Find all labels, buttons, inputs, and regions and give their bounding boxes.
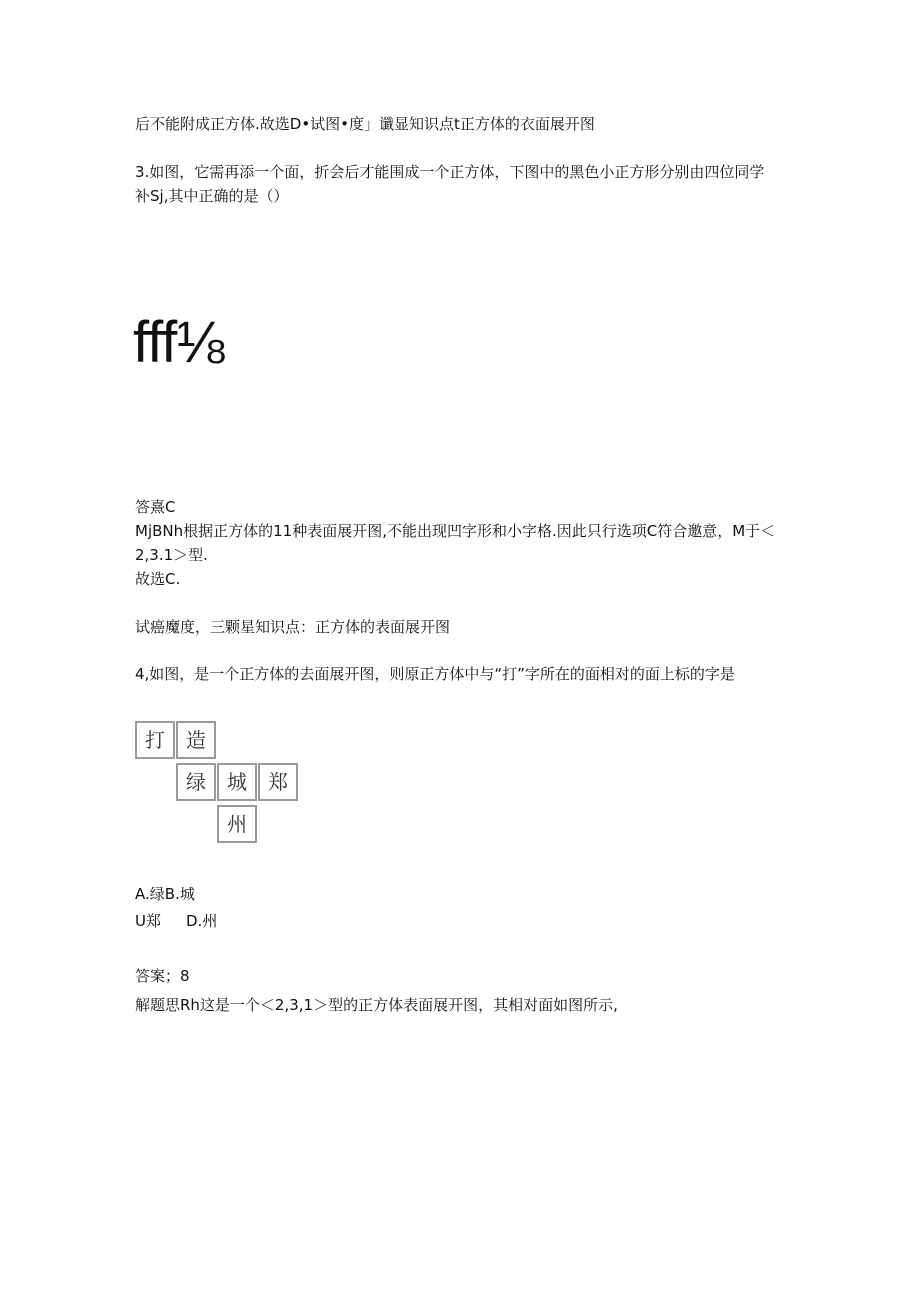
- explanation-4: 解题思Rh这是一个＜2,3,1＞型的正方体表面展开图，其相对面如图所示,: [135, 996, 618, 1014]
- net-cell: 郑: [258, 763, 298, 801]
- explanation-3-line-2: 2,3.1＞型.: [135, 546, 208, 564]
- explanation-3-line-1: MjBNh根据正方体的11种表面展开图,不能出现凹字形和小字格.因此只行选项C符合邀意，M于＜: [135, 522, 776, 540]
- options-a-b: A.绿B.城: [135, 885, 195, 903]
- net-cell: 造: [176, 721, 216, 759]
- option-c: U郑: [135, 912, 161, 930]
- net-cell: 打: [135, 721, 175, 759]
- difficulty-3: 试癌魔度，三颗星知识点：正方体的表面展开图: [135, 618, 451, 636]
- answer-4: 答案；8: [135, 967, 190, 985]
- explanation-3-line-3: 故选C.: [135, 570, 181, 588]
- option-d: D.州: [186, 912, 218, 930]
- text-line-1: 后不能附成正方体.故选D•试图•度」谶显知识点t正方体的衣面展开图: [135, 115, 595, 133]
- net-cell: 城: [217, 763, 257, 801]
- question-3-line-2: 补Sj,其中正确的是（）: [135, 187, 289, 205]
- answer-3: 答熹C: [135, 498, 176, 516]
- net-cell: 绿: [176, 763, 216, 801]
- cube-net-figure: [135, 721, 305, 846]
- question-3-line-1: 3.如图，它需再添一个面，折会后才能围成一个正方体，下图中的黑色小正方形分别由四位同学: [135, 163, 765, 181]
- garbled-figure-text: fff⅛: [133, 310, 224, 375]
- question-4: 4,如图，是一个正方体的去面展开图，则原正方体中与“打”字所在的面相对的面上标的字是: [135, 665, 735, 683]
- net-cell: 州: [217, 805, 257, 843]
